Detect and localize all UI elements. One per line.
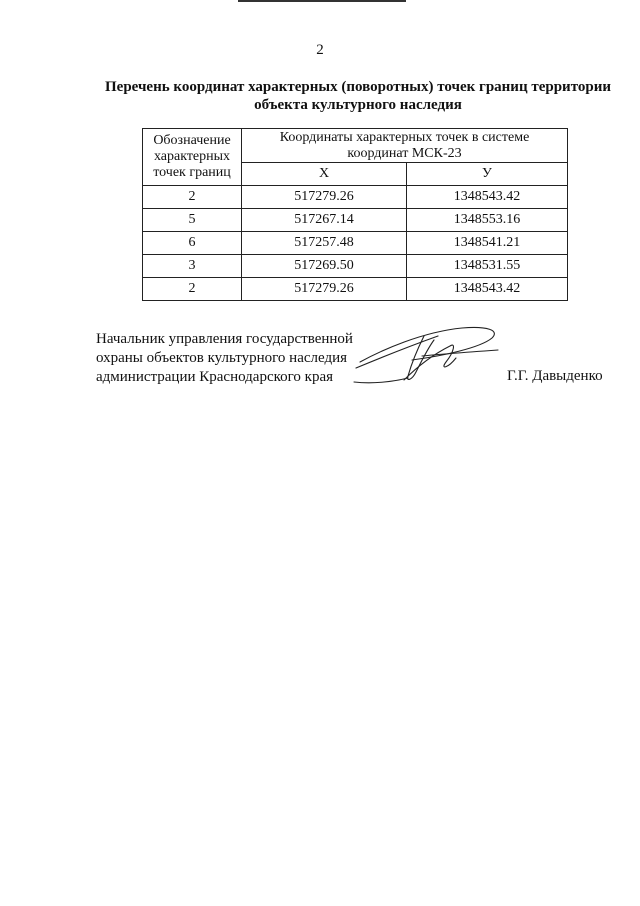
- table-row: [143, 278, 568, 301]
- top-scan-rule: [238, 0, 406, 2]
- cell-y: 1348541.21: [407, 232, 568, 255]
- title-line-1: Перечень координат характерных (поворотных) точек границ территории: [105, 79, 611, 95]
- table-row: [143, 232, 568, 255]
- table-row: [143, 209, 568, 232]
- signatory-position: [96, 330, 353, 387]
- position-line-2: охраны объектов культурного наследия: [96, 350, 348, 366]
- cell-x: 517279.26: [242, 186, 407, 209]
- cell-point: 6: [143, 232, 242, 255]
- table-header-row: [143, 129, 568, 163]
- cell-point: 3: [143, 255, 242, 278]
- cell-point: 2: [143, 186, 242, 209]
- cell-y: 1348553.16: [407, 209, 568, 232]
- handwritten-signature: [352, 322, 502, 390]
- cell-point: 5: [143, 209, 242, 232]
- title-line-2: объекта культурного наследия: [254, 97, 462, 113]
- header-coordinate-system: Координаты характерных точек в системе координат МСК-23: [242, 129, 568, 163]
- header-x: X: [242, 163, 407, 186]
- table-row: [143, 186, 568, 209]
- cell-y: 1348543.42: [407, 186, 568, 209]
- table-row: [143, 255, 568, 278]
- cell-y: 1348531.55: [407, 255, 568, 278]
- cell-x: 517257.48: [242, 232, 407, 255]
- position-line-3: администрации Краснодарского края: [96, 369, 334, 385]
- cell-x: 517267.14: [242, 209, 407, 232]
- cell-point: 2: [143, 278, 242, 301]
- cell-x: 517269.50: [242, 255, 407, 278]
- signatory-name: Г.Г. Давыденко: [507, 368, 603, 384]
- position-line-1: Начальник управления государственной: [96, 331, 353, 347]
- header-y: У: [407, 163, 568, 186]
- document-title: [88, 78, 628, 114]
- coordinates-table: [142, 128, 568, 301]
- cell-y: 1348543.42: [407, 278, 568, 301]
- header-point-designation: Обозначение характерных точек границ: [143, 129, 242, 186]
- cell-x: 517279.26: [242, 278, 407, 301]
- page-number: 2: [316, 42, 324, 58]
